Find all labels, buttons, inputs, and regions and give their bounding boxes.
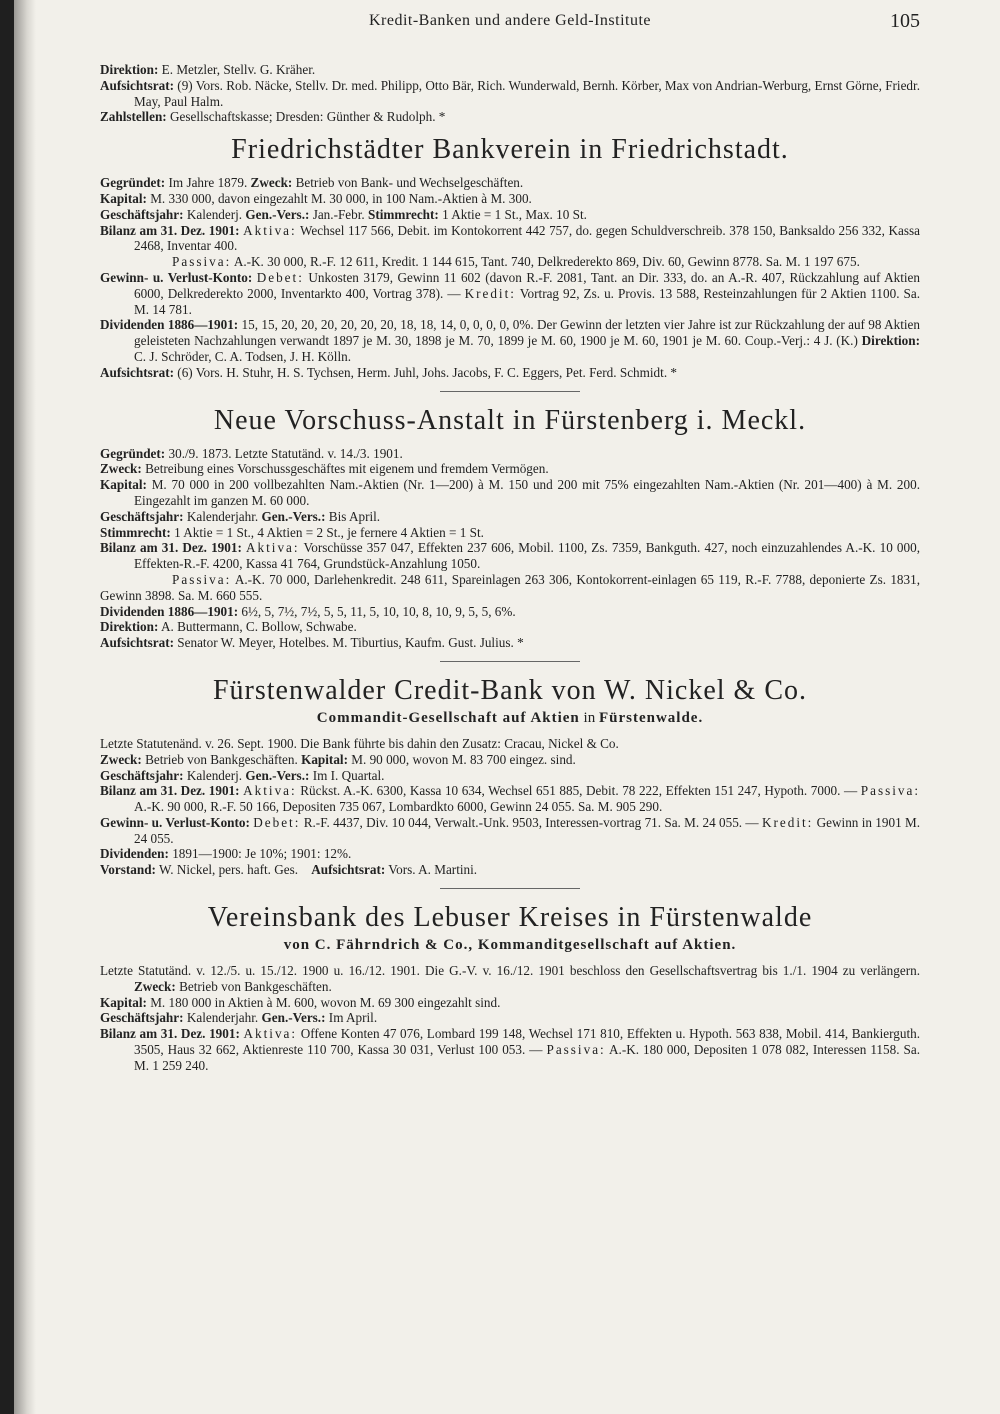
- entry-friedrichstadt: [100, 133, 920, 380]
- aufsichtsrat-line: Aufsichtsrat: (9) Vors. Rob. Näcke, Stellv. Dr. med. Philipp, Otto Bär, Rich. Wunderwald, Bernh. Körber, Max von Andrian-Werburg, Ernst Görne, Friedr. May, Paul Halm.: [100, 77, 920, 109]
- bilanz-line: Bilanz am 31. Dez. 1901: Aktiva: Offene Konten 47 076, Lombard 199 148, Wechsel 171 810, Effekten u. Hypoth. 563 838, Mobil. 414, Bankierguth. 3505, Haus 32 662, Aktienreste 110 700, Kassa 30 031, Verlust 100 053. — Passiva: A.-K. 180 000, Depositen 1 078 082, Interessen 1158. Sa. M. 1 259 240.: [100, 1026, 921, 1073]
- entry-subtitle: Commandit-Gesellschaft auf Aktien in Fürstenwalde.: [316, 709, 704, 726]
- section-divider: [440, 888, 580, 889]
- passiva-line: Passiva: A.-K. 30 000, R.-F. 12 611, Kredit. 1 144 615, Tant. 740, Delkrederekto 869, Div. 60, Gewinn 8778. Sa. M. 1 197 675.: [172, 254, 860, 270]
- entry-title: Neue Vorschuss-Anstalt in Fürstenberg i. Meckl.: [213, 404, 807, 436]
- entry-metzler-continuation: [100, 62, 920, 125]
- section-divider: [440, 661, 580, 662]
- vorstand-line: Vorstand: W. Nickel, pers. haft. Ges. Aufsichtsrat: Vors. A. Martini.: [100, 862, 478, 878]
- page-number: 105: [890, 10, 920, 32]
- entry-subtitle: von C. Fährndrich & Co., Kommanditgesellschaft auf Aktien.: [283, 937, 737, 954]
- kapital-line: Kapital: M. 180 000 in Aktien à M. 600, wovon M. 69 300 eingezahlt sind.: [100, 994, 501, 1010]
- direktion-line: Direktion: A. Buttermann, C. Bollow, Schwabe.: [100, 619, 357, 635]
- geschaeftsjahr-line: Geschäftsjahr: Kalenderjahr. Gen.-Vers.: Bis April.: [100, 508, 381, 524]
- statut-line: Letzte Statutenänd. v. 26. Sept. 1900. Die Bank führte bis dahin den Zusatz: Cracau, Nickel & Co.: [100, 735, 619, 751]
- entry-title: Friedrichstädter Bankverein in Friedrichstadt.: [231, 134, 789, 166]
- entry-title: Vereinsbank des Lebuser Kreises in Fürstenwalde: [207, 902, 813, 934]
- gegruendet-line: Gegründet: 30./9. 1873. Letzte Statutänd. v. 14./3. 1901.: [100, 445, 403, 461]
- guv-line: Gewinn- u. Verlust-Konto: Debet: R.-F. 4437, Div. 10 044, Verwalt.-Unk. 9503, Interessen-vortrag 71. Sa. M. 24 055. — Kredit: Gewinn in 1901 M. 24 055.: [100, 814, 921, 846]
- dividenden-line: Dividenden: 1891—1900: Je 10%; 1901: 12%.: [100, 846, 352, 862]
- zweck-line: Zweck: Betreibung eines Vorschussgeschäftes mit eigenem und fremdem Vermögen.: [100, 461, 549, 477]
- entry-fuerstenberg: [100, 404, 920, 651]
- geschaeftsjahr-line: Geschäftsjahr: Kalenderj. Gen.-Vers.: Im I. Quartal.: [100, 767, 385, 783]
- aufsichtsrat-line: Aufsichtsrat: (6) Vors. H. Stuhr, H. S. Tychsen, Herm. Juhl, Johs. Jacobs, F. C. Eggers, Pet. Ferd. Schmidt. *: [100, 364, 678, 380]
- aufsichtsrat-line: Aufsichtsrat: Senator W. Meyer, Hotelbes. M. Tiburtius, Kaufm. Gust. Julius. *: [100, 635, 524, 651]
- kapital-line: Kapital: M. 70 000 in 200 vollbezahlten Nam.-Aktien (Nr. 1—200) à M. 150 und 200 mit 75% eingezahlten Nam.-Aktien (Nr. 201—400) à M. 200. Eingezahlt im ganzen M. 60 000.: [100, 477, 920, 508]
- entry-nickel: [100, 674, 920, 878]
- entry-lebus: [100, 901, 920, 1074]
- geschaeftsjahr-line: Geschäftsjahr: Kalenderjahr. Gen.-Vers.: Im April.: [100, 1010, 378, 1026]
- bilanz-line: Bilanz am 31. Dez. 1901: Aktiva: Rückst. A.-K. 6300, Kassa 10 634, Wechsel 651 885, Debit. 78 222, Effekten 151 247, Hypoth. 7000. — Passiva: A.-K. 90 000, R.-F. 50 166, Depositen 735 067, Lombardkto 6000, Gewinn 24 055. Sa. M. 905 290.: [100, 783, 921, 815]
- entry-title: Fürstenwalder Credit-Bank von W. Nickel & Co.: [212, 674, 808, 706]
- bilanz-line: Bilanz am 31. Dez. 1901: Aktiva: Wechsel 117 566, Debit. im Kontokorrent 442 757, do. gegen Schuldverschreib. 378 150, Banksaldo 256 332, Kassa 2468, Inventar 400.: [100, 222, 921, 254]
- geschaeftsjahr-line: Geschäftsjahr: Kalenderj. Gen.-Vers.: Jan.-Febr. Stimmrecht: 1 Aktie = 1 St., Max. 10 St.: [100, 206, 587, 222]
- running-header: [100, 10, 920, 36]
- running-title: Kredit-Banken und andere Geld-Institute: [368, 12, 652, 29]
- dividenden-line: Dividenden 1886—1901: 15, 15, 20, 20, 20, 20, 20, 20, 18, 18, 14, 0, 0, 0, 0, 0%. Der Gewinn der letzten vier Jahre ist zur Rückzahlung der auf 98 Aktien geleisteten Nachzahlungen verwandt 1897 je M. 30, 1898 je M. 70, 1899 je M. 60, 1900 je M. 60, 1901 je M. 60. Coup.-Verj.: 4 J. (K.) Direktion: C. J. Schröder, C. A. Todsen, J. H. Kölln.: [100, 317, 921, 364]
- page-binding-shadow: [14, 0, 36, 1414]
- statut-line: Letzte Statutänd. v. 12./5. u. 15./12. 1900 u. 16./12. 1901. Die G.-V. v. 16./12. 1901 beschloss den Gesellschaftsvertrag bis 1./1. 1904 zu verlängern. Zweck: Betrieb von Bankgeschäften.: [100, 963, 920, 994]
- zweck-line: Zweck: Betrieb von Bankgeschäften. Kapital: M. 90 000, wovon M. 83 700 eingez. sind.: [100, 751, 576, 767]
- guv-line: Gewinn- u. Verlust-Konto: Debet: Unkosten 3179, Gewinn 11 602 (davon R.-F. 2081, Tant. an Dir. 333, do. an A.-R. 407, Rückzahlung auf Aktien 6000, Delkrederekto 2000, Inventarkto 400, Vortrag 378). — Kredit: Vortrag 92, Zs. u. Provis. 13 588, Resteinzahlungen für 2 Aktien 1100. Sa. M. 14 781.: [100, 269, 921, 317]
- zahlstellen-line: Zahlstellen: Gesellschaftskasse; Dresden: Günther & Rudolph. *: [100, 109, 446, 125]
- kapital-line: Kapital: M. 330 000, davon eingezahlt M. 30 000, in 100 Nam.-Aktien à M. 300.: [100, 190, 532, 206]
- page-body: [100, 62, 920, 1074]
- dividenden-line: Dividenden 1886—1901: 6½, 5, 7½, 7½, 5, 5, 11, 5, 10, 10, 8, 10, 9, 5, 5, 6%.: [100, 603, 516, 619]
- passiva-line: Passiva: A.-K. 70 000, Darlehenkredit. 248 611, Spareinlagen 263 306, Kontokorrent-einlagen 65 119, R.-F. 7788, deponierte Zs. 1831, Gewinn 3898. Sa. M. 660 555.: [100, 571, 920, 603]
- stimmrecht-line: Stimmrecht: 1 Aktie = 1 St., 4 Aktien = 2 St., je fernere 4 Aktien = 1 St.: [100, 524, 484, 540]
- page-binding: [0, 0, 14, 1414]
- direktion-line: Direktion: E. Metzler, Stellv. G. Kräher.: [100, 62, 316, 77]
- gegruendet-line: Gegründet: Im Jahre 1879. Zweck: Betrieb von Bank- und Wechselgeschäften.: [100, 175, 524, 191]
- section-divider: [440, 391, 580, 392]
- bilanz-line: Bilanz am 31. Dez. 1901: Aktiva: Vorschüsse 357 047, Effekten 237 606, Mobil. 1100, Zs. 7359, Bankguth. 427, noch einzuzahlendes A.-K. 10 000, Effekten-R.-F. 4200, Kassa 41 764, Grundstück-Anzahlung 1050.: [100, 540, 921, 572]
